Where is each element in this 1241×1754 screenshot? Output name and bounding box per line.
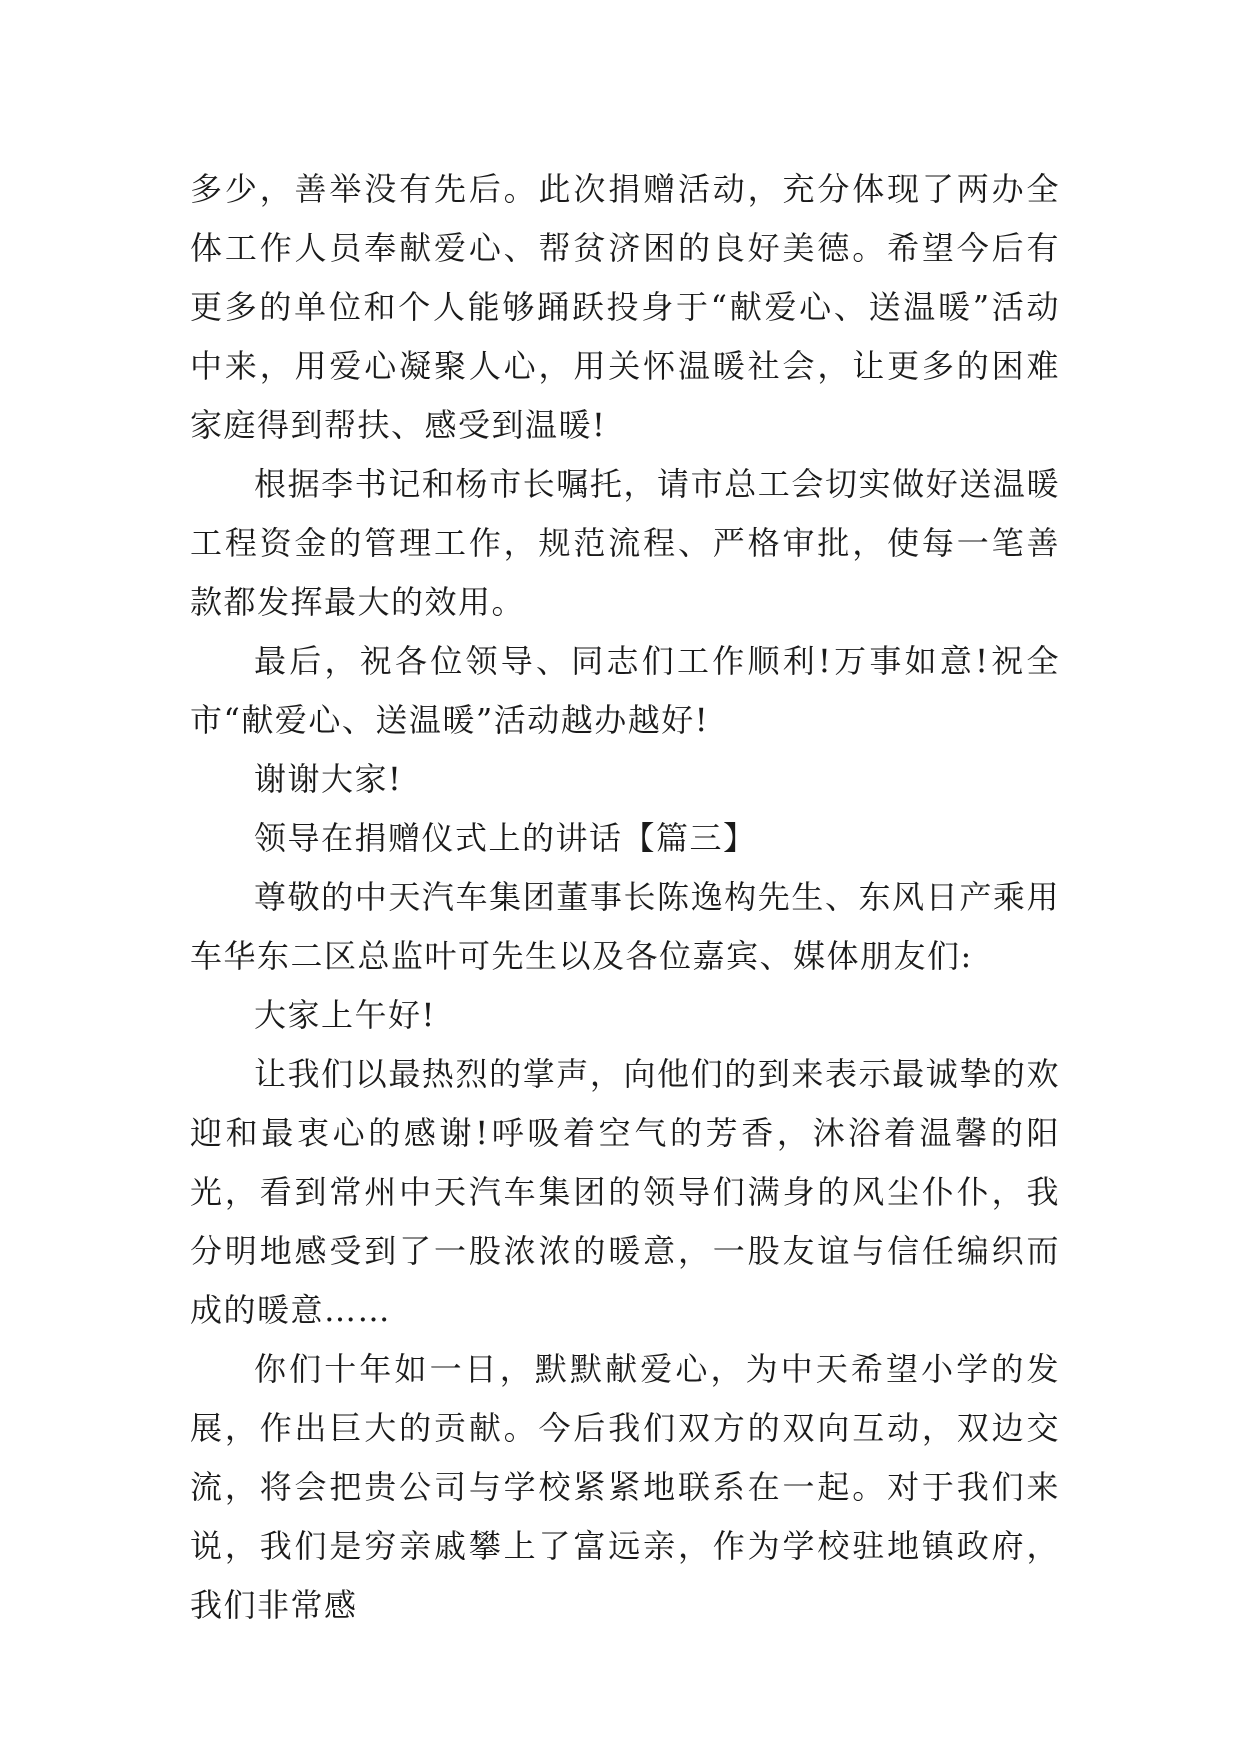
section-heading: 领导在捐赠仪式上的讲话【篇三】 bbox=[254, 819, 757, 857]
paragraph-thanks: 谢谢大家! bbox=[254, 760, 403, 798]
paragraph-fund-management: 根据李书记和杨市长嘱托，请市总工会切实做好送温暖工程资金的管理工作，规范流程、严格审批，使每一笔善款都发挥最大的效用。 bbox=[190, 465, 1060, 621]
paragraph-salutation: 尊敬的中天汽车集团董事长陈逸构先生、东风日产乘用车华东二区总监叶可先生以及各位嘉宾、媒体朋友们: bbox=[190, 878, 1060, 975]
paragraph-closing-wishes: 最后，祝各位领导、同志们工作顺利!万事如意!祝全市“献爱心、送温暖”活动越办越好! bbox=[190, 642, 1060, 739]
paragraph-welcome: 让我们以最热烈的掌声，向他们的到来表示最诚挚的欢迎和最衷心的感谢!呼吸着空气的芳香，沐浴着温馨的阳光，看到常州中天汽车集团的领导们满身的风尘仆仆，我分明地感受到了一股浓浓的暖意，一股友谊与信任编织而成的暖意…… bbox=[190, 1055, 1060, 1329]
paragraph-greeting: 大家上午好! bbox=[254, 996, 436, 1034]
body-text bbox=[190, 160, 1060, 1635]
paragraph-continuation: 多少，善举没有先后。此次捐赠活动，充分体现了两办全体工作人员奉献爱心、帮贫济困的良好美德。希望今后有更多的单位和个人能够踊跃投身于“献爱心、送温暖”活动中来，用爱心凝聚人心，用关怀温暖社会，让更多的困难家庭得到帮扶、感受到温暖! bbox=[190, 170, 1060, 444]
paragraph-contribution: 你们十年如一日，默默献爱心，为中天希望小学的发展，作出巨大的贡献。今后我们双方的双向互动，双边交流，将会把贵公司与学校紧紧地联系在一起。对于我们来说，我们是穷亲戚攀上了富远亲，作为学校驻地镇政府，我们非常感 bbox=[190, 1350, 1060, 1624]
